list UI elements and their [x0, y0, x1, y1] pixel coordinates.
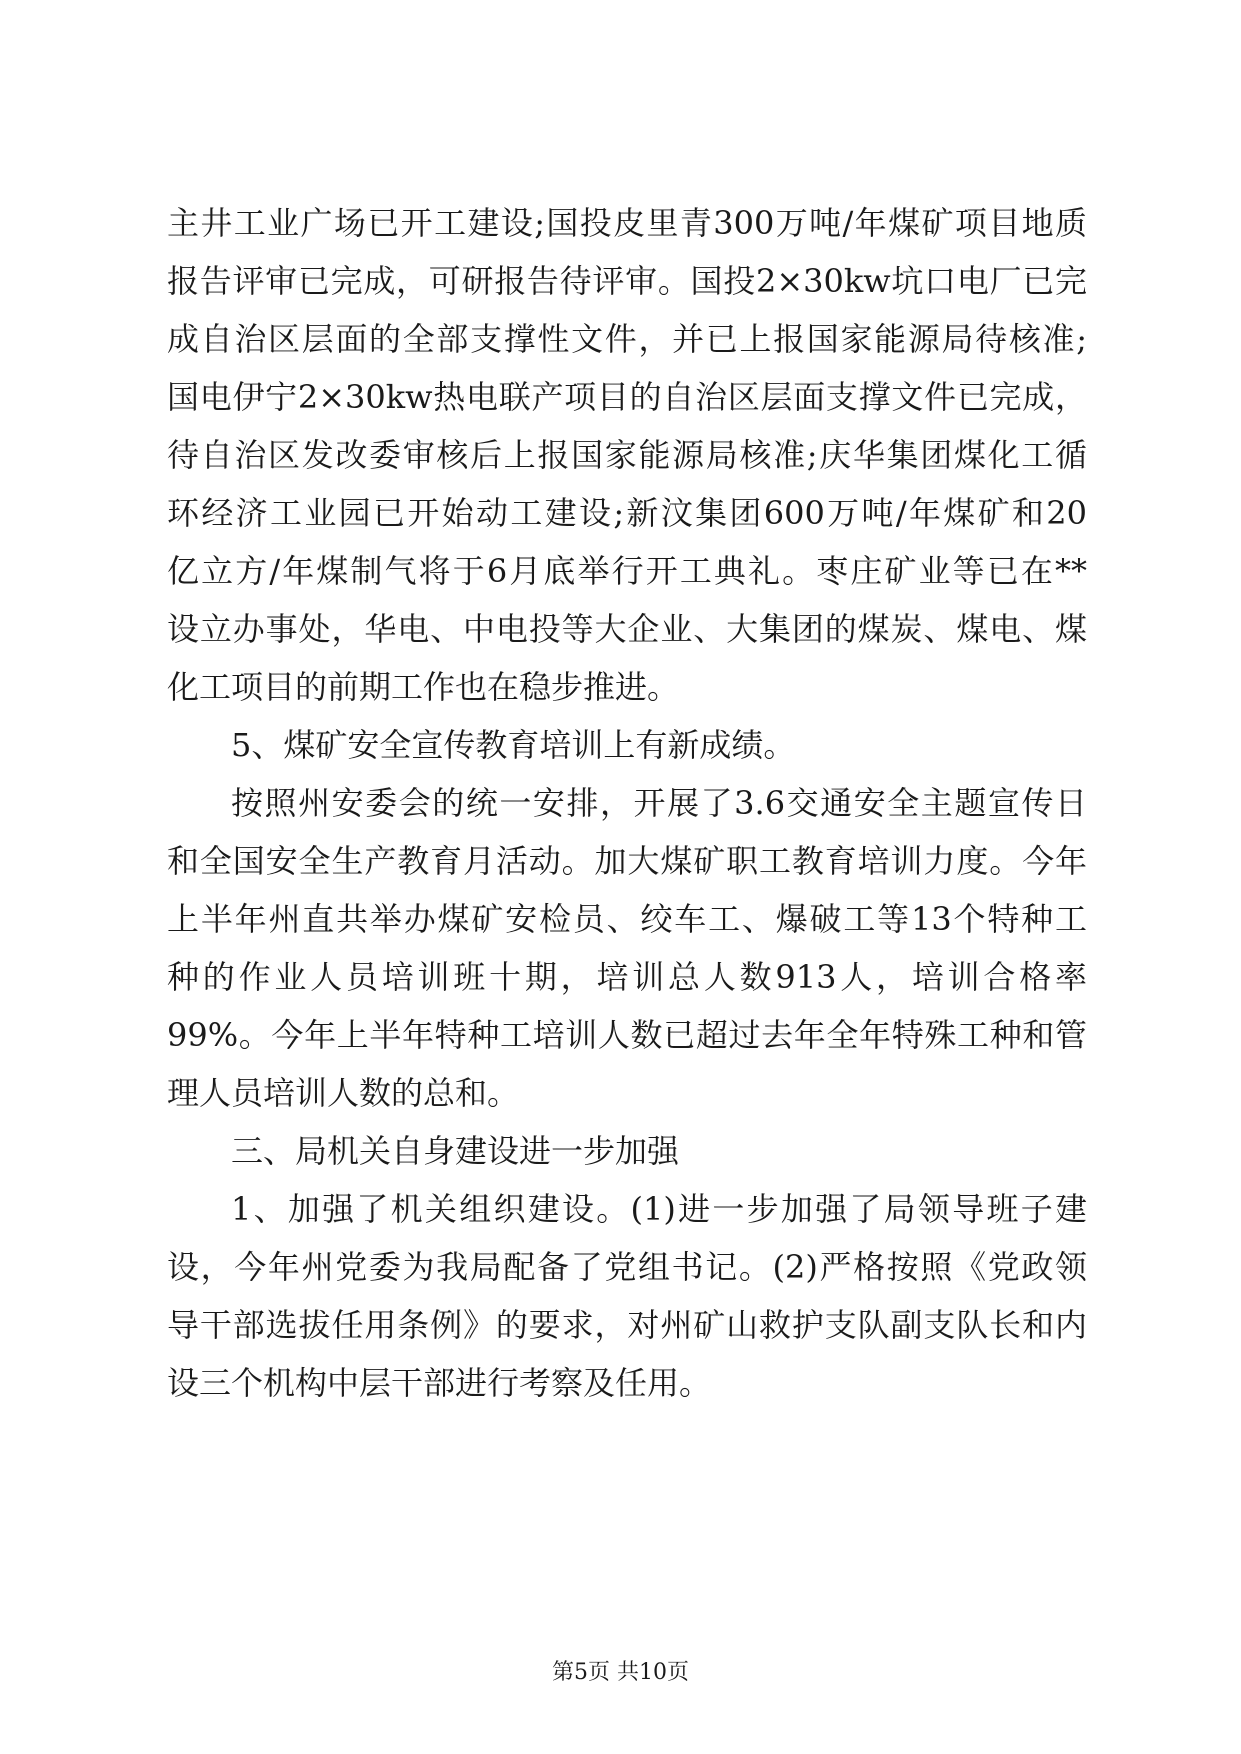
body-line: 理人员培训人数的总和。: [167, 1074, 520, 1112]
body-line: 化工项目的前期工作也在稳步推进。: [167, 668, 680, 706]
body-line: 国电伊宁2×30kw热电联产项目的自治区层面支撑文件已完成，: [167, 378, 1087, 416]
page-number-footer: 第5页 共10页: [552, 1660, 689, 1685]
body-line: 上半年州直共举办煤矿安检员、绞车工、爆破工等13个特种工: [167, 900, 1087, 938]
body-line: 报告评审已完成，可研报告待评审。国投2×30kw坑口电厂已完: [167, 262, 1087, 300]
body-line: 设，今年州党委为我局配备了党组书记。(2)严格按照《党政领: [167, 1248, 1087, 1286]
body-line: 待自治区发改委审核后上报国家能源局核准;庆华集团煤化工循: [167, 436, 1087, 474]
body-line: 和全国安全生产教育月活动。加大煤矿职工教育培训力度。今年: [167, 842, 1087, 880]
section-heading: 三、局机关自身建设进一步加强: [231, 1132, 680, 1170]
body-line: 导干部选拔任用条例》的要求，对州矿山救护支队副支队长和内: [167, 1306, 1087, 1344]
section-heading: 5、煤矿安全宣传教育培训上有新成绩。: [231, 726, 796, 764]
body-line: 设三个机构中层干部进行考察及任用。: [167, 1364, 712, 1402]
body-line: 亿立方/年煤制气将于6月底举行开工典礼。枣庄矿业等已在**: [167, 552, 1087, 590]
body-line: 成自治区层面的全部支撑性文件，并已上报国家能源局待核准;: [167, 320, 1087, 358]
body-line: 99%。今年上半年特种工培训人数已超过去年全年特殊工种和管: [167, 1016, 1087, 1054]
body-line: 1、加强了机关组织建设。(1)进一步加强了局领导班子建: [231, 1190, 1087, 1228]
body-line: 按照州安委会的统一安排，开展了3.6交通安全主题宣传日: [231, 784, 1087, 822]
body-line: 设立办事处，华电、中电投等大企业、大集团的煤炭、煤电、煤: [167, 610, 1087, 648]
body-line: 环经济工业园已开始动工建设;新汶集团600万吨/年煤矿和20: [167, 494, 1087, 532]
body-line: 主井工业广场已开工建设;国投皮里青300万吨/年煤矿项目地质: [167, 204, 1087, 242]
body-line: 种的作业人员培训班十期，培训总人数913人，培训合格率: [167, 958, 1087, 996]
